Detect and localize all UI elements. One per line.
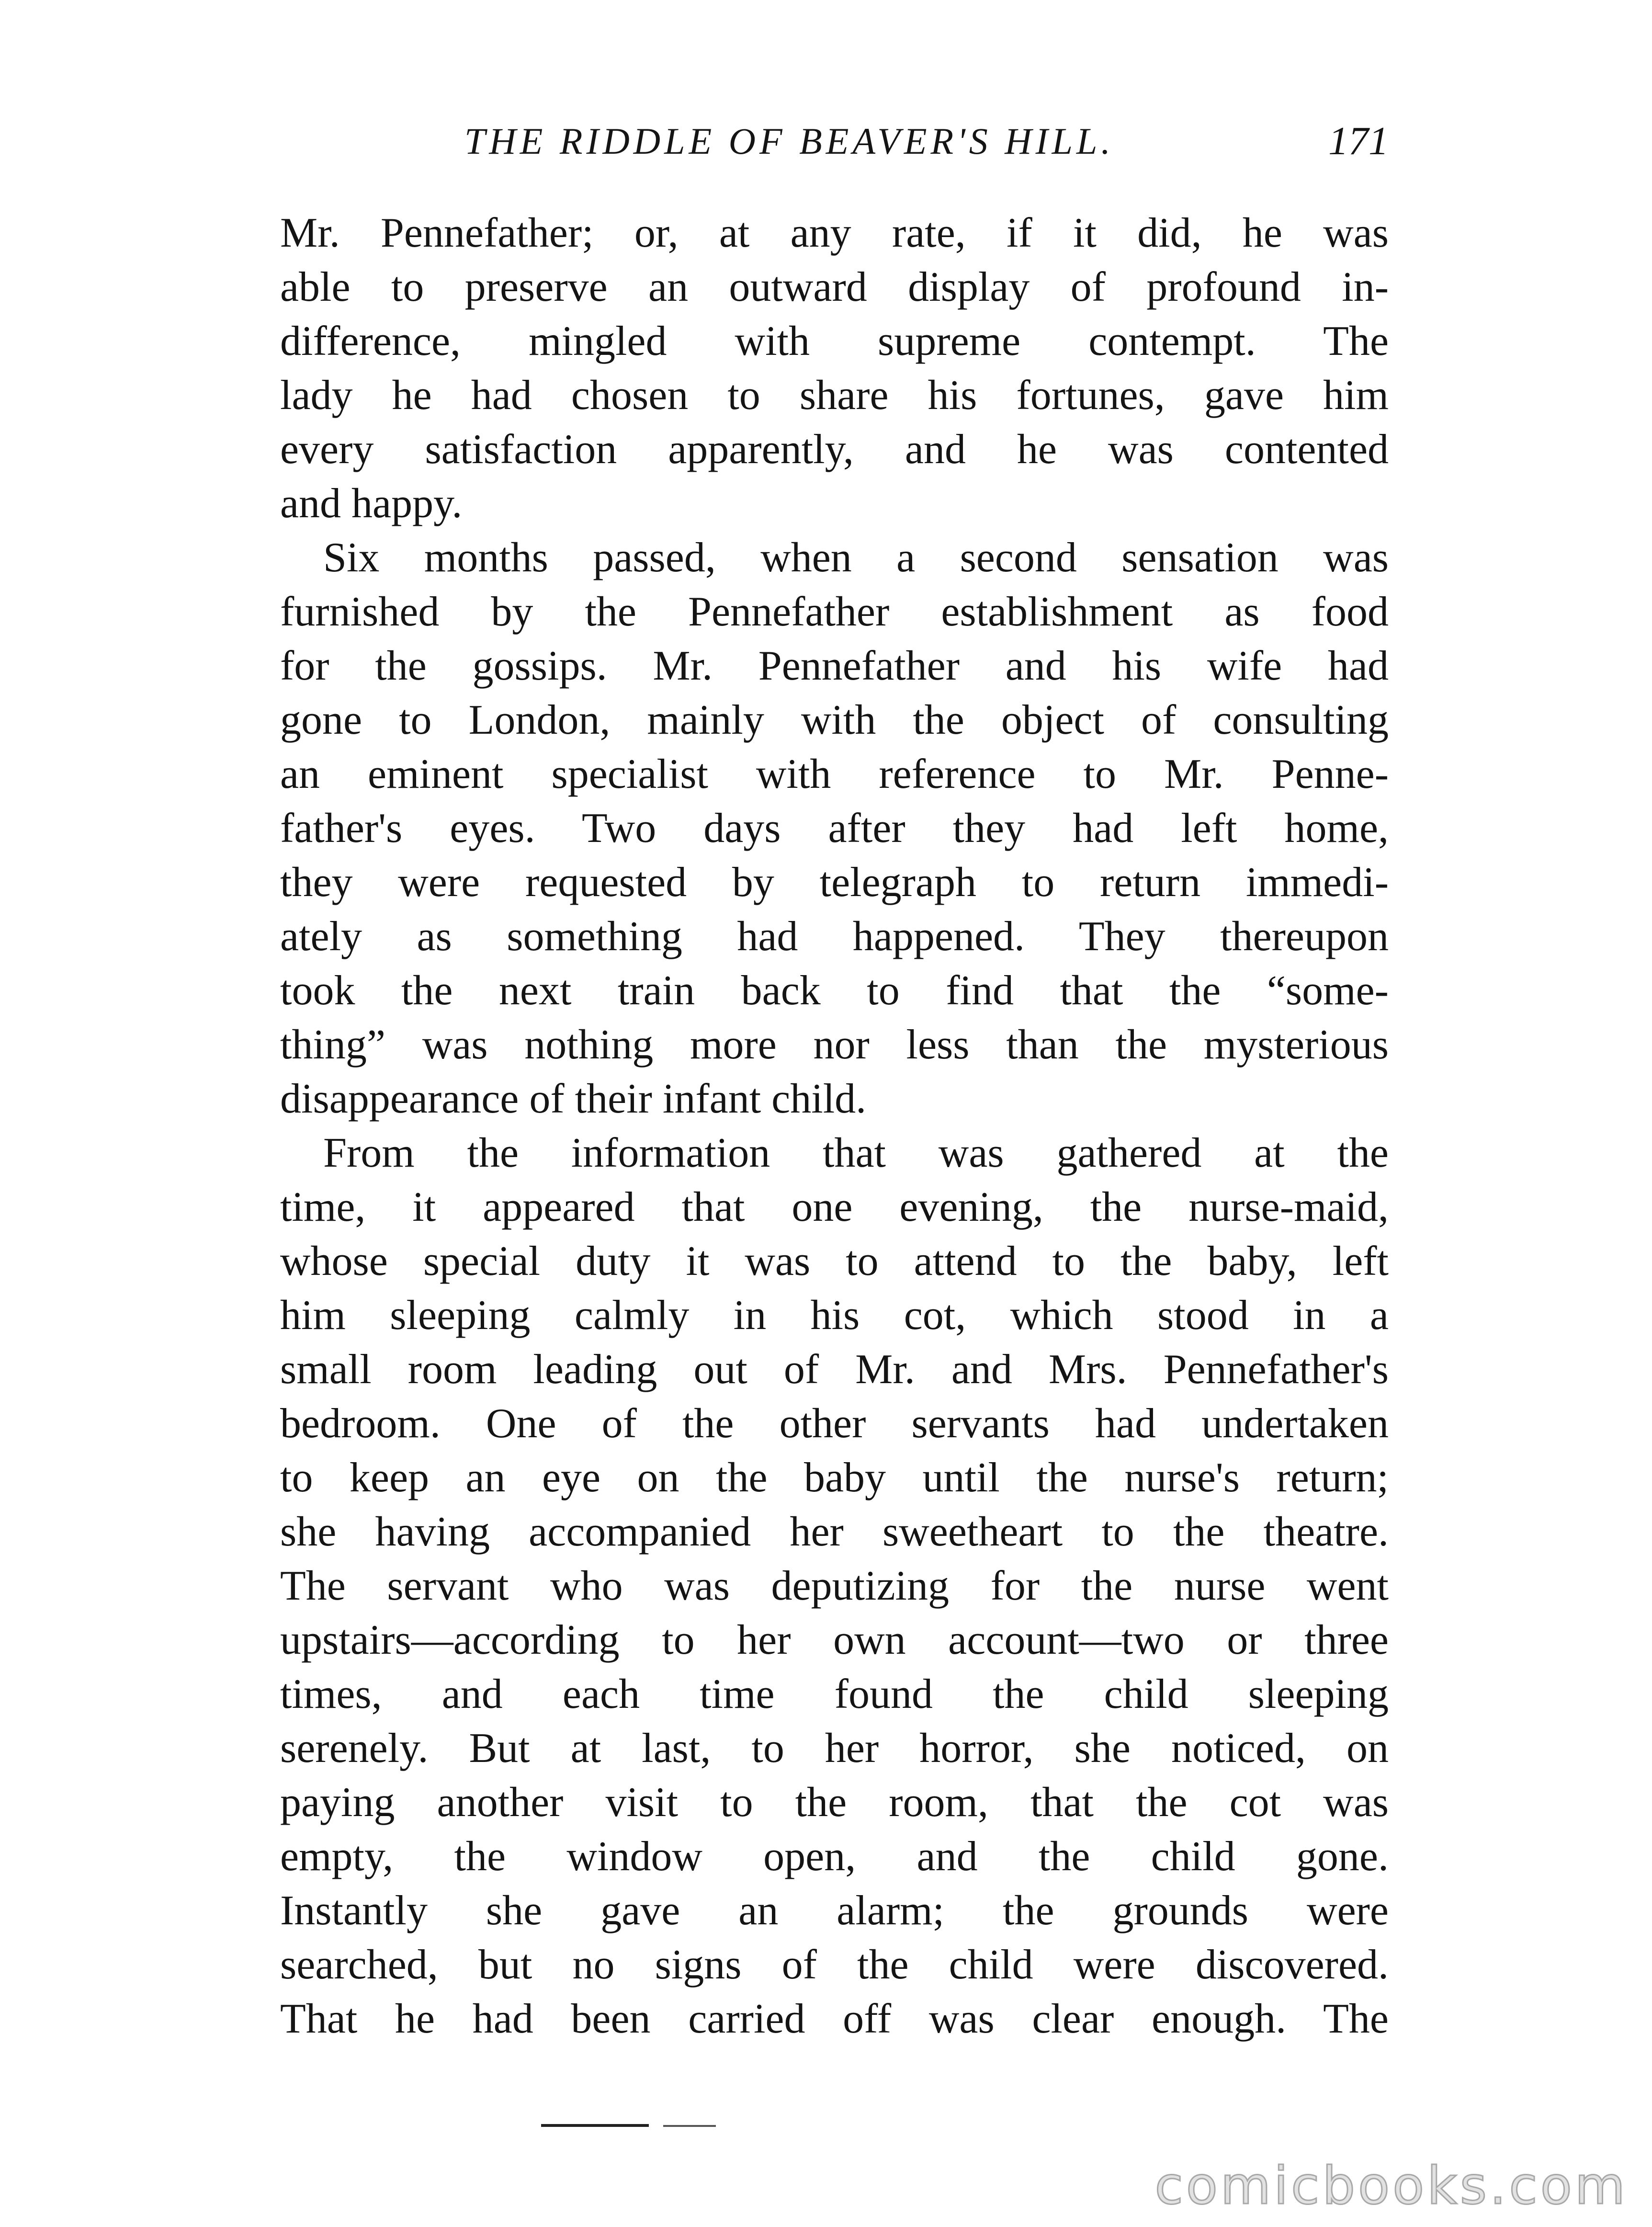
text-line: ately as something had happened. They thereupon [280,913,1389,960]
text-line: From the information that was gathered at the [323,1130,1389,1176]
page-number: 171 [1328,119,1389,163]
footer-rule [541,2124,649,2127]
text-line: able to preserve an outward display of profound in- [280,264,1389,310]
text-line: every satisfaction apparently, and he was contented [280,426,1389,473]
text-line: they were requested by telegraph to return immedi- [280,859,1389,906]
footer-rule-short [663,2125,716,2127]
text-line: took the next train back to find that the “some- [280,967,1389,1014]
text-line: him sleeping calmly in his cot, which stood in a [280,1292,1389,1339]
text-line: furnished by the Pennefather establishment as food [280,589,1389,635]
text-line: That he had been carried off was clear enough. The [280,1996,1389,2042]
watermark: comicbooks.com [1154,2156,1628,2216]
text-line: upstairs—according to her own account—two or three [280,1617,1389,1663]
body-text [280,206,1389,2046]
text-line: and happy. [280,480,463,527]
running-title: THE RIDDLE OF BEAVER'S HILL. [464,120,1114,162]
text-line: for the gossips. Mr. Pennefather and his wife had [280,643,1389,689]
text-line: time, it appeared that one evening, the nurse-maid, [280,1184,1389,1230]
text-line: Mr. Pennefather; or, at any rate, if it did, he was [280,210,1389,256]
text-line: searched, but no signs of the child were discovered. [280,1942,1389,1988]
text-line: disappearance of their infant child. [280,1076,867,1122]
text-line: gone to London, mainly with the object of consulting [280,697,1389,743]
text-line: she having accompanied her sweetheart to the theatre. [280,1509,1389,1555]
text-line: an eminent specialist with reference to Mr. Penne- [280,751,1389,797]
text-line: Six months passed, when a second sensation was [323,534,1389,581]
text-line: small room leading out of Mr. and Mrs. Pennefather's [280,1346,1389,1393]
text-line: to keep an eye on the baby until the nurse's return; [280,1454,1389,1501]
text-line: difference, mingled with supreme contempt. The [280,318,1389,364]
text-line: paying another visit to the room, that the cot was [280,1779,1389,1826]
text-line: The servant who was deputizing for the nurse went [280,1563,1389,1609]
text-line: father's eyes. Two days after they had left home, [280,805,1389,852]
text-line: empty, the window open, and the child gone. [280,1833,1389,1880]
text-line: thing” was nothing more nor less than the mysterious [280,1022,1389,1068]
text-line: bedroom. One of the other servants had undertaken [280,1400,1389,1447]
text-line: Instantly she gave an alarm; the grounds were [280,1887,1389,1934]
text-line: whose special duty it was to attend to the baby, left [280,1238,1389,1284]
text-line: times, and each time found the child sleeping [280,1671,1389,1717]
running-head [278,115,1389,168]
text-line: lady he had chosen to share his fortunes, gave him [280,372,1389,419]
text-line: serenely. But at last, to her horror, she noticed, on [280,1725,1389,1772]
